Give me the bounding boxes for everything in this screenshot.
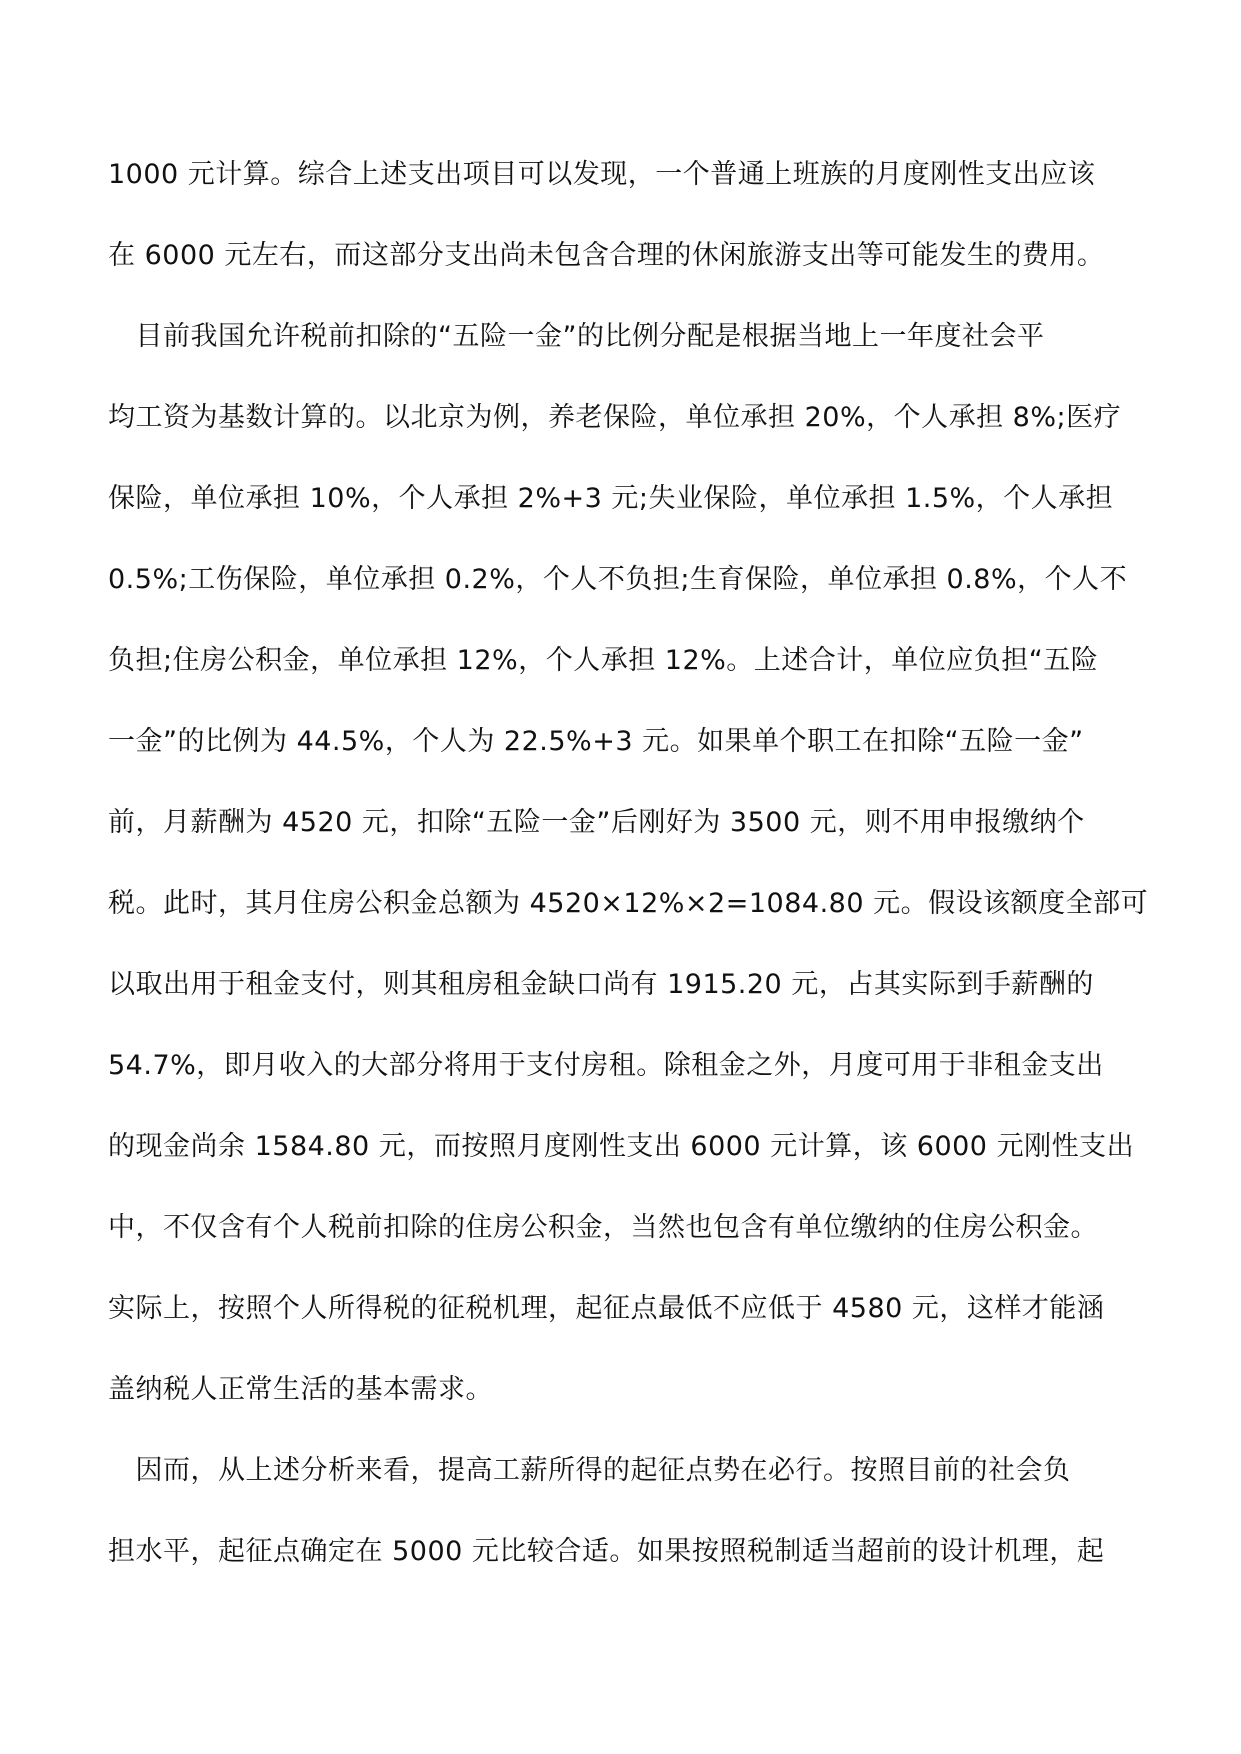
paragraph-start-line: 因而，从上述分析来看，提高工薪所得的起征点势在必行。按照目前的社会负 [108,1455,1071,1486]
text-line: 中，不仅含有个人税前扣除的住房公积金，当然也包含有单位缴纳的住房公积金。 [108,1212,1098,1243]
text-line: 1000 元计算。综合上述支出项目可以发现，一个普通上班族的月度刚性支出应该 [108,159,1096,190]
text-line: 盖纳税人正常生活的基本需求。 [108,1374,493,1405]
text-line: 一金”的比例为 44.5%，个人为 22.5%+3 元。如果单个职工在扣除“五险一金” [108,726,1084,757]
text-line: 的现金尚余 1584.80 元，而按照月度刚性支出 6000 元计算，该 6000 元刚性支出 [108,1131,1135,1162]
text-line: 实际上，按照个人所得税的征税机理，起征点最低不应低于 4580 元，这样才能涵 [108,1293,1105,1324]
paragraph-start-line: 目前我国允许税前扣除的“五险一金”的比例分配是根据当地上一年度社会平 [108,321,1045,352]
text-line: 税。此时，其月住房公积金总额为 4520×12%×2=1084.80 元。假设该额度全部可 [108,888,1149,919]
text-line: 0.5%;工伤保险，单位承担 0.2%，个人不负担;生育保险，单位承担 0.8%，个人不 [108,564,1128,595]
text-line: 前，月薪酬为 4520 元，扣除“五险一金”后刚好为 3500 元，则不用申报缴纳个 [108,807,1085,838]
text-line: 在 6000 元左右，而这部分支出尚未包含合理的休闲旅游支出等可能发生的费用。 [108,240,1105,271]
text-line: 担水平，起征点确定在 5000 元比较合适。如果按照税制适当超前的设计机理，起 [108,1536,1105,1567]
text-line: 均工资为基数计算的。以北京为例，养老保险，单位承担 20%，个人承担 8%;医疗 [108,402,1122,433]
text-line: 保险，单位承担 10%，个人承担 2%+3 元;失业保险，单位承担 1.5%，个人承担 [108,483,1114,514]
text-line: 以取出用于租金支付，则其租房租金缺口尚有 1915.20 元，占其实际到手薪酬的 [108,969,1094,1000]
text-line: 负担;住房公积金，单位承担 12%，个人承担 12%。上述合计，单位应负担“五险 [108,645,1099,676]
text-line: 54.7%，即月收入的大部分将用于支付房租。除租金之外，月度可用于非租金支出 [108,1050,1104,1081]
body-text [108,158,1149,1616]
